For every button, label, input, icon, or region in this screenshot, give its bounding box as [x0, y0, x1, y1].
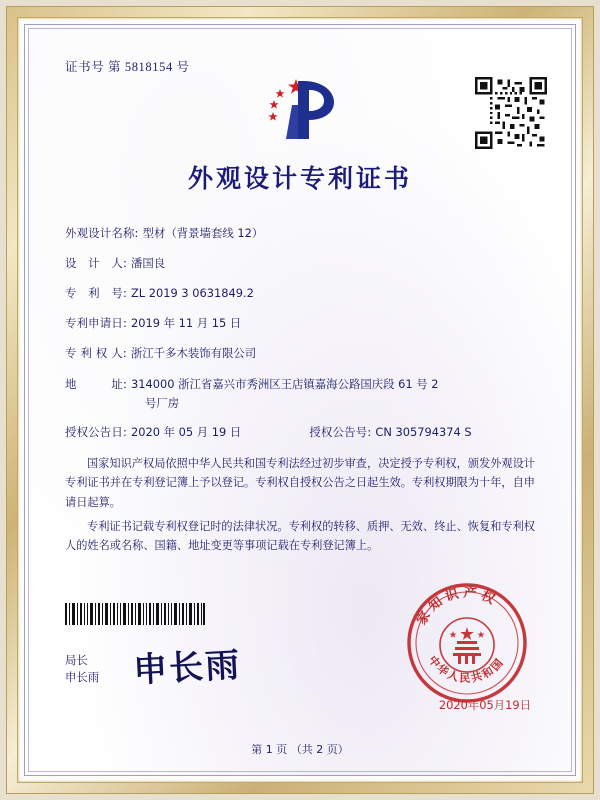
cnipa-logo-icon: [252, 75, 348, 145]
qr-code-icon: [475, 77, 547, 149]
field-value-continued: 号厂房: [145, 395, 180, 410]
field-patent-number: [65, 285, 535, 302]
field-value: 浙江千多木装饰有限公司: [130, 346, 257, 361]
field-label: 地 址:: [65, 376, 127, 391]
field-label: 设 计 人:: [65, 256, 127, 271]
page-footer: 第 1 页 （共 2 页）: [251, 743, 349, 756]
svg-text:中华人民共和国: 中华人民共和国: [425, 653, 507, 686]
field-grant-publication-number: [309, 424, 535, 441]
seal-date: 2020年05月19日: [438, 698, 531, 712]
field-label: 外观设计名称:: [65, 226, 139, 240]
field-grant-date: [65, 424, 309, 441]
field-grant-row: [65, 424, 535, 441]
legal-paragraph-2: 专利证书记载专利权登记时的法律状况。专利权的转移、质押、无效、终止、恢复和专利权人的姓名或名称、国籍、地址变更等事项记载在专利登记簿上。: [65, 519, 535, 553]
field-value: 潘国良: [131, 256, 166, 271]
field-design-name: [65, 225, 535, 242]
field-value: ZL 2019 3 0631849.2: [131, 286, 254, 301]
field-label: 专 利 号:: [65, 286, 127, 301]
field-label: 授权公告日:: [65, 424, 127, 439]
field-value: 型材（背景墙套线 12）: [142, 226, 264, 240]
svg-text:家知识产权: 家知识产权: [414, 585, 501, 628]
handwritten-signature: 申长雨: [132, 645, 243, 691]
page-title: 外观设计专利证书: [187, 164, 412, 193]
fields-list: [65, 225, 535, 441]
field-application-date: [65, 315, 535, 332]
signature-role-label: 局长: [65, 652, 88, 667]
signature-block: [65, 652, 99, 687]
field-value: 2020 年 05 月 19 日: [131, 424, 242, 439]
red-official-seal-icon: [405, 581, 529, 705]
field-value: 2019 年 11 月 15 日: [131, 316, 242, 331]
field-address: [65, 376, 535, 412]
legal-paragraph-1: 国家知识产权局依照中华人民共和国专利法经过初步审查，决定授予专利权，颁发外观设计专利证书并在专利登记簿上予以登记。专利权自授权公告之日起生效。专利权期限为十年，自申请日起算。: [65, 456, 535, 510]
field-label: 专利申请日:: [65, 316, 127, 331]
signature-name-label: 申长雨: [65, 670, 100, 685]
field-designer: [65, 255, 535, 272]
barcode-icon: [65, 603, 205, 625]
certificate-paper: [24, 24, 576, 776]
field-patentee: [65, 345, 535, 362]
field-value: CN 305794374 S: [375, 424, 472, 439]
field-label: 授权公告号:: [309, 424, 372, 439]
certificate-number: 证书号 第 5818154 号: [65, 60, 190, 74]
field-value: 314000 浙江省嘉兴市秀洲区王店镇嘉海公路国庆段 61 号 2: [131, 376, 439, 391]
field-label: 专 利 权 人:: [65, 346, 127, 361]
